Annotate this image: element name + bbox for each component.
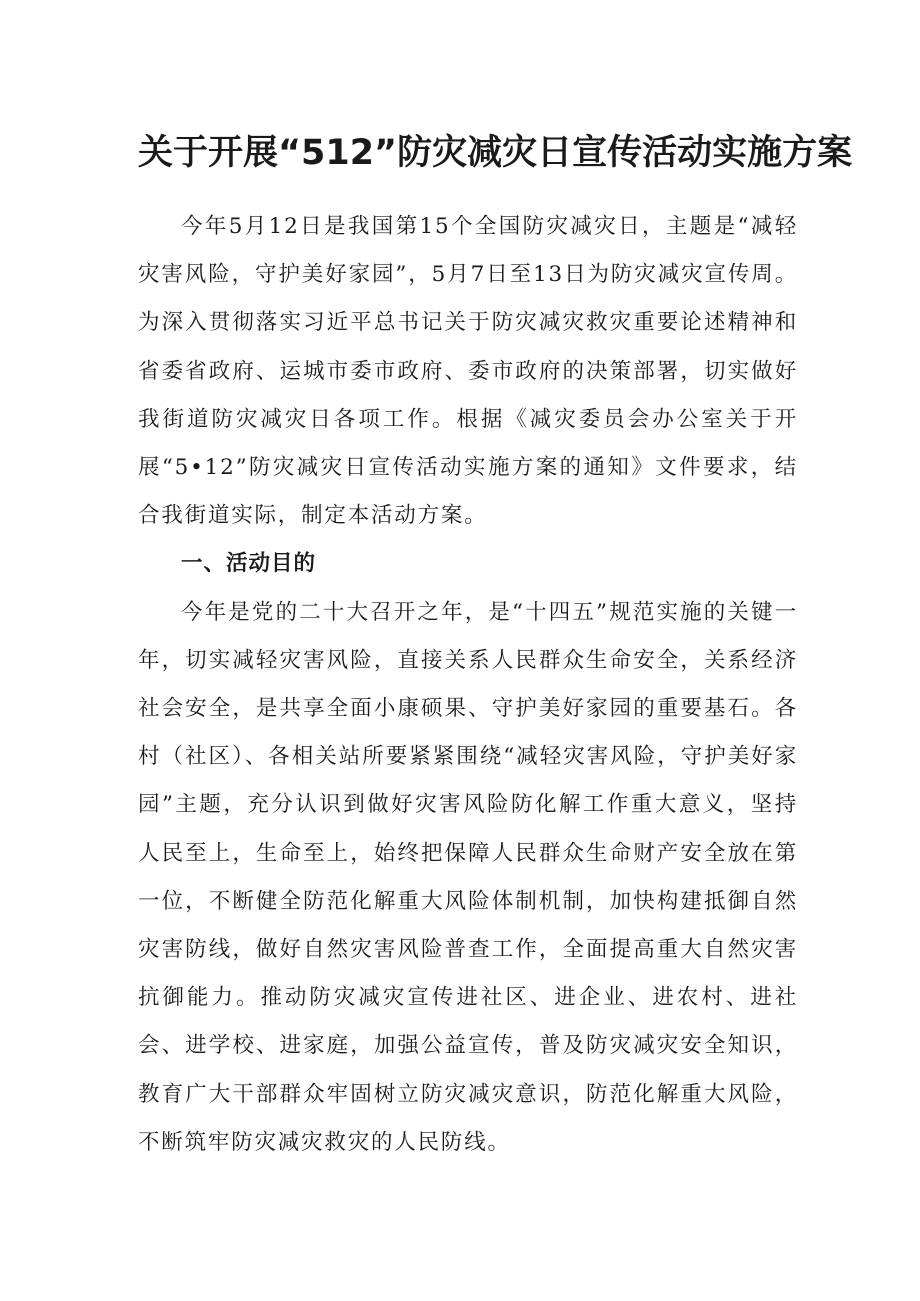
intro-paragraph: 今年5月12日是我国第15个全国防灾减灾日，主题是“减轻灾害风险，守护美好家园”，5月7日至13日为防灾减灾宣传周。为深入贯彻落实习近平总书记关于防灾减灾救灾重要论述精神和省委省政府、运城市委市政府、委市政府的决策部署，切实做好我街道防灾减灾日各项工作。根据《减灾委员会办公室关于开展“5•12”防灾减灾日宣传活动实施方案的通知》文件要求，结合我街道实际，制定本活动方案。 (138, 214, 798, 529)
document-title: 关于开展“512”防灾减灾日宣传活动实施方案 (138, 133, 853, 173)
section-paragraph-purpose: 今年是党的二十大召开之年，是“十四五”规范实施的关键一年，切实减轻灾害风险，直接关系人民群众生命安全，关系经济社会安全，是共享全面小康硕果、守护美好家园的重要基石。各村（社区）、各相关站所要紧紧围绕“减轻灾害风险，守护美好家园”主题，充分认识到做好灾害风险防化解工作重大意义，坚持人民至上，生命至上，始终把保障人民群众生命财产安全放在第一位，不断健全防范化解重大风险体制机制，加快构建抵御自然灾害防线，做好自然灾害风险普查工作，全面提高重大自然灾害抗御能力。推动防灾减灾宣传进社区、进企业、进农村、进社会、进学校、进家庭，加强公益宣传，普及防灾减灾安全知识，教育广大干部群众牢固树立防灾减灾意识，防范化解重大风险，不断筑牢防灾减灾救灾的人民防线。 (138, 599, 798, 1155)
section-heading-purpose: 一、活动目的 (181, 551, 317, 577)
document-body (138, 203, 798, 1167)
